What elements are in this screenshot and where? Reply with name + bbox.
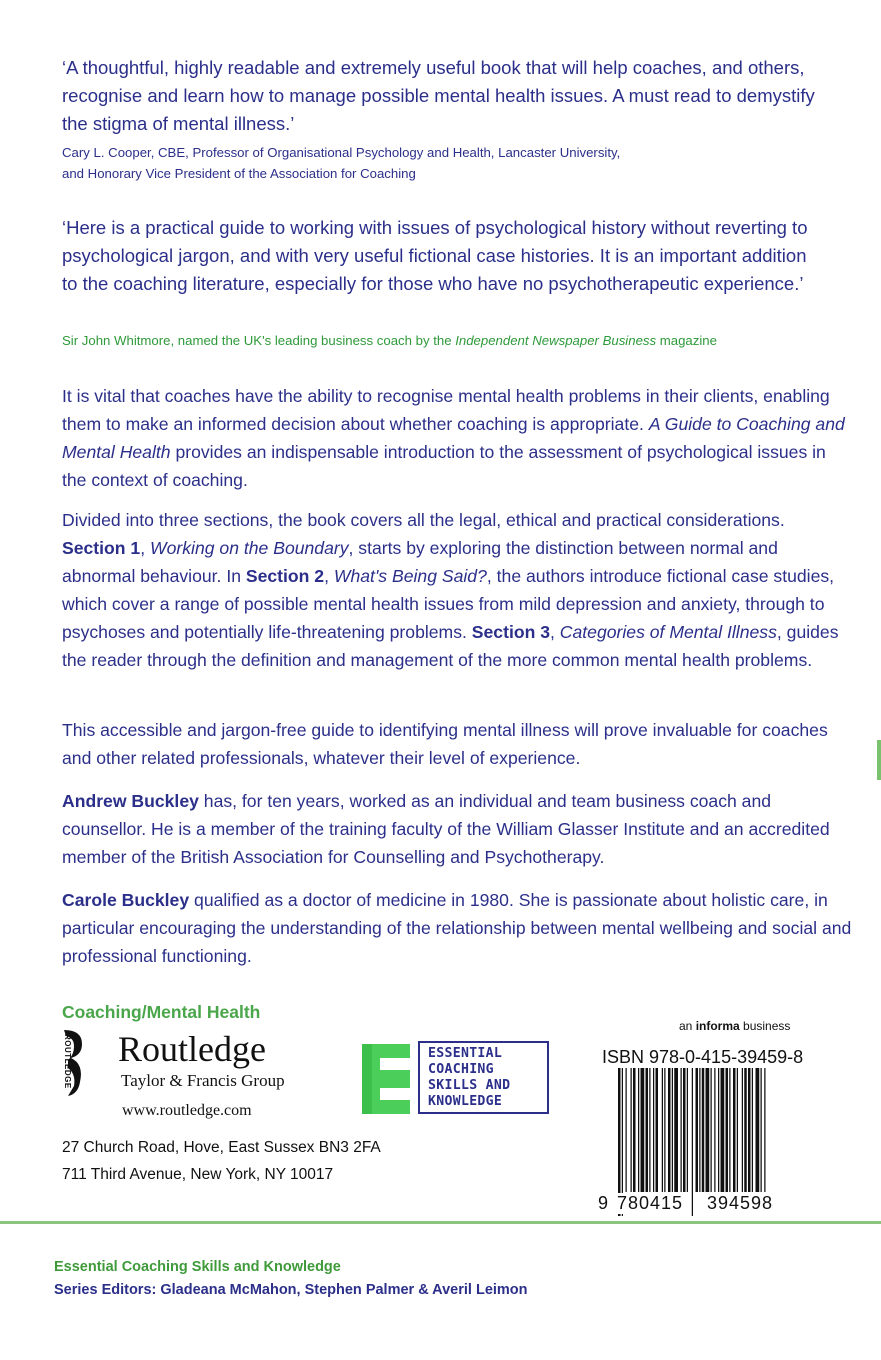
barcode-bar <box>683 1068 686 1192</box>
endorsement-attribution-1-line2: and Honorary Vice President of the Association for Coaching <box>62 166 416 181</box>
barcode-digits-group-2: 394598 <box>707 1193 774 1213</box>
barcode-bar <box>696 1068 699 1192</box>
barcode-bar <box>764 1068 765 1192</box>
description-paragraph-3: This accessible and jargon-free guide to identifying mental illness will prove invaluable for coaches and other related professionals, whatever their level of experience. <box>62 720 828 768</box>
description-paragraph-1 <box>62 382 852 494</box>
series-line-3: SKILLS AND <box>428 1078 511 1093</box>
barcode-bar <box>726 1068 729 1192</box>
author-name-andrew: Andrew Buckley <box>62 791 199 811</box>
barcode-bar <box>631 1068 632 1192</box>
series-e-logo-icon <box>362 1044 410 1114</box>
section-1-label: Section 1 <box>62 538 141 558</box>
author-bio-carole-text: qualified as a doctor of medicine in 1980. She is passionate about holistic care, in particular encouraging the understanding of the relationship between mental wellbeing and social and professional functioning. <box>62 890 852 966</box>
routledge-vertical-wordmark: ROUTLEDGE <box>63 1034 72 1089</box>
barcode-bar <box>641 1068 645 1192</box>
barcode-bar <box>744 1068 747 1192</box>
series-line-4: KNOWLEDGE <box>428 1094 503 1109</box>
section-3-separator: , <box>550 622 560 642</box>
endorsement-quote-1: ‘A thoughtful, highly readable and extremely useful book that will help coaches, and others, recognise and learn how to manage possible mental health issues. A must read to demystify the stigma of mental illness.’ <box>62 57 815 134</box>
barcode-bar <box>711 1068 712 1192</box>
informa-business-label <box>679 1019 790 1033</box>
barcode-digit-first: 9 <box>598 1193 609 1213</box>
attribution-2-prefix: Sir John Whitmore, named the UK's leading business coach by the <box>62 333 456 348</box>
section-1-separator: , <box>140 538 150 558</box>
barcode-bar <box>653 1068 654 1192</box>
barcode-bar <box>626 1068 627 1192</box>
subject-category: Coaching/Mental Health <box>62 1002 261 1022</box>
barcode-bar <box>672 1068 673 1192</box>
barcode-bar <box>633 1068 636 1192</box>
description-p1-rest: provides an indispensable introduction to the assessment of psychological issues in the context of coaching. <box>62 442 826 490</box>
barcode-bar <box>699 1068 700 1192</box>
section-3-text: , guides the reader through the definition and management of the more common mental health problems. <box>62 622 839 670</box>
barcode-bar <box>748 1068 751 1192</box>
barcode-digits-group-1: 780415 <box>617 1193 684 1213</box>
barcode-bar <box>664 1068 665 1192</box>
informa-suffix: business <box>739 1019 791 1033</box>
section-3-title: Categories of Mental Illness <box>559 622 777 642</box>
barcode-bar <box>761 1068 762 1192</box>
description-paragraph-2 <box>62 506 852 674</box>
endorsement-attribution-2 <box>62 330 852 351</box>
barcode-bar <box>752 1068 753 1192</box>
barcode-bar <box>687 1068 688 1192</box>
publisher-address-us: 711 Third Avenue, New York, NY 10017 <box>62 1166 334 1183</box>
barcode-bar <box>649 1068 650 1192</box>
right-edge-accent <box>877 740 881 780</box>
author-bio-andrew-text: has, for ten years, worked as an individual and team business coach and counsellor. He is a member of the training faculty of the William Glasser Institute and an accredited member of the British Association for Counselling and Psychotherapy. <box>62 791 830 867</box>
footer-divider <box>0 1221 881 1224</box>
section-2-label: Section 2 <box>245 566 325 586</box>
section-1-text: , starts by exploring the distinction between normal and abnormal behaviour. In <box>62 538 778 586</box>
barcode-bar <box>742 1068 743 1192</box>
attribution-2-suffix: magazine <box>656 333 717 348</box>
barcode-bar <box>656 1068 659 1192</box>
series-wordmark <box>418 1041 549 1114</box>
isbn-text: ISBN 978-0-415-39459-8 <box>602 1047 804 1067</box>
barcode-bar <box>714 1068 715 1192</box>
barcode-bar <box>737 1068 738 1192</box>
informa-brand: informa <box>695 1019 740 1033</box>
barcode-bar <box>681 1068 682 1192</box>
attribution-2-publication: Independent Newspaper Business <box>455 333 657 348</box>
section-1-title: Working on the Boundary <box>150 538 349 558</box>
section-3-label: Section 3 <box>471 622 550 642</box>
publisher-name: Routledge <box>118 1029 266 1069</box>
sections-intro: Divided into three sections, the book covers all the legal, ethical and practical considerations. <box>62 510 785 530</box>
barcode-bar <box>692 1068 693 1216</box>
author-bio-carole <box>62 886 852 970</box>
endorsement-attribution-1-line1: Cary L. Cooper, CBE, Professor of Organisational Psychology and Health, Lancaster University, <box>62 145 621 160</box>
barcode-bar <box>718 1068 719 1192</box>
barcode-bar <box>733 1068 736 1192</box>
author-bio-andrew <box>62 787 852 871</box>
barcode-bar <box>706 1068 710 1192</box>
publisher-group: Taylor & Francis Group <box>121 1071 285 1090</box>
book-title: A Guide to Coaching and Mental Health <box>62 414 845 462</box>
barcode-bar <box>729 1068 730 1192</box>
publisher-website: www.routledge.com <box>122 1102 252 1119</box>
series-line-1: ESSENTIAL <box>428 1046 503 1061</box>
informa-prefix: an <box>679 1019 696 1033</box>
barcode-bar <box>638 1068 639 1192</box>
author-name-carole: Carole Buckley <box>62 890 190 910</box>
endorsement-quote-2: ‘Here is a practical guide to working with issues of psychological history without reverting to psychological jargon, and with very useful fictional case histories. It is an important addition to the coaching literature, especially for those who have no psychotherapeutic experience.’ <box>62 217 808 294</box>
section-2-title: What's Being Said? <box>333 566 487 586</box>
barcode-bar <box>646 1068 649 1192</box>
publisher-address-uk: 27 Church Road, Hove, East Sussex BN3 2FA <box>62 1139 381 1156</box>
series-title: Essential Coaching Skills and Knowledge <box>54 1259 341 1275</box>
barcode-bar <box>662 1068 663 1192</box>
barcode-bar <box>721 1068 725 1192</box>
section-2-text: , the authors introduce fictional case studies, which cover a range of possible mental health issues from mild depression and anxiety, through to psychoses and potentially life-threatening problems. <box>62 566 835 642</box>
series-line-2: COACHING <box>428 1062 494 1077</box>
barcode-bar <box>674 1068 678 1192</box>
barcode-bar <box>756 1068 760 1192</box>
section-2-separator: , <box>324 566 334 586</box>
description-p1-intro: It is vital that coaches have the ability to recognise mental health problems in their clients, enabling them to make an informed decision about whether coaching is appropriate. <box>62 386 830 434</box>
barcode-bar <box>668 1068 671 1192</box>
barcode-bar <box>702 1068 705 1192</box>
series-editors: Series Editors: Gladeana McMahon, Stephen Palmer & Averil Leimon <box>54 1282 528 1298</box>
